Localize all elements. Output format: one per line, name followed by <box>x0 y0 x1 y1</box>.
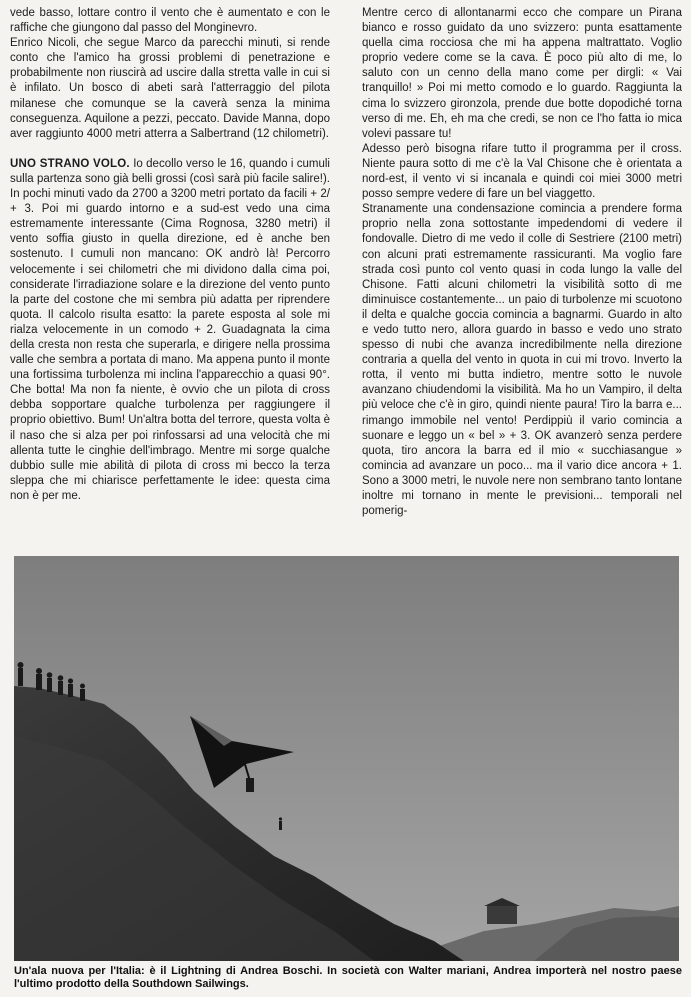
paragraph: Enrico Nicoli, che segue Marco da parecchi minuti, si rende conto che l'amico ha grossi problemi di penetrazione e probabilmente non riuscirà ad uscire dalla stretta valle in cui si è infilato. Un bosco di abeti sarà l'atterraggio del pilota milanese che comunque se la caverà senza la minima conseguenza. Aquilone a pezzi, peccato. Davide Manna, dopo aver raggiunto 4000 metri atterra a Salbertrand (12 chilometri). <box>10 37 330 140</box>
section-heading: UNO STRANO VOLO. <box>10 157 130 170</box>
article-column-left <box>10 6 330 504</box>
paragraph-text: Io decollo verso le 16, quando i cumuli sulla partenza sono già belli grossi (così sarà più facile salire!). In pochi minuti vado da 2700 a 3200 metri portato da facili + 2/ + 3. Poi mi guardo intorno e a sud-est vedo una cima estremamente interessante (Cima Rognosa, 3280 metri) il vento soffia giusto in quella direzione, ed è anche ben sostenuto. I cumuli non mancano: OK andrò là! Percorro velocemente i sei chilometri che mi dividono dalla cima poi, considerate l'irradiazione solare e la direzione del vento punto la parte del costone che mi sembra più adatta per riprendere quota. Il calcolo risulta esatto: la parete esposta al sole mi rialza velocemente in un comodo + 2. Guadagnata la cima della cresta non resta che superarla, e dirigere nella prossima valle che sembra a portata di mano. Ma appena punto il monte una fortissima turbolenza mi inclina l'apparecchio a quasi 90°. Che botta! Ma non fa niente, è ovvio che un pilota di cross debba sopportare qualche turbolenza per raggiungere il proprio obiettivo. Bum! Un'altra botta del terrore, questa volta è il naso che si alza per poi rinfossarsi ad una velocità che mi allenta tutte le cinghie dell'imbrago. Mentre mi sorge qualche dubbio sulle mie abilità di pilota di cross mi becco la terza sleppa che mi chiarisce perfettamente le idee: questa cima non è per me. <box>10 157 330 502</box>
article-column-right <box>362 6 682 519</box>
hang-glider-photo <box>14 556 679 961</box>
paragraph: vede basso, lottare contro il vento che è aumentato e con le raffiche che giungono dal passo del Monginevro. <box>10 7 330 35</box>
photo-caption: Un'ala nuova per l'Italia: è il Lightning di Andrea Boschi. In società con Walter mariani, Andrea importerà nel nostro paese l'ultimo prodotto della Southdown Sailwings. <box>14 965 682 991</box>
paragraph: Stranamente una condensazione comincia a prendere forma proprio nella zona sottostante impedendomi di vedere il fondovalle. Dietro di me vedo il colle di Sestriere (2100 metri) con alcuni prati estremamente rassicuranti. Ma voglio fare strada così punto col vento quasi in coda lungo la valle del Chisone. Fatti alcuni chilometri la visibilità sotto di me diminuisce costantemente... un paio di turbolenze mi scuotono il delta e qualche goccia comincia a bagnarmi. Guardo in alto e vedo tutto nero, allora guardo in basso e vedo uno strato spesso di nubi che avanza incredibilmente nella direzione contraria a quella del vento in quota in cui mi trovo. Inverto la rotta, il vento mi butta indietro, mentre sotto le nuvole avanzano chiudendomi la visibilità. Ma ho un Vampiro, il delta più veloce che c'è in giro, quindi niente paura! Tiro la barra e... rimango immobile nel vento! Perdippiù il vario comincia a suonare e leggo un « bel » + 3. OK avanzerò senza perdere quota, tiro ancora la barra ed il mio « succhiasangue » comincia ad avanzare un poco... ma il vario dice ancora + 1. Sono a 3000 metri, le nuvole nere non sembrano tanto lontane inoltre mi tornano in mente le previsioni... temporali nel pomerig- <box>362 203 682 518</box>
paragraph <box>10 157 330 504</box>
paragraph: Mentre cerco di allontanarmi ecco che compare un Pirana bianco e rosso guidato da uno svizzero: punta esattamente quella cima rocciosa che mi ha appena maltrattato. Voglio proprio vedere come se la cava. È poco più alto di me, lo saluto con un cenno della mano come per dirgli: « Vai tranquillo! » Poi mi metto comodo e lo guardo. Raggiunta la cima lo svizzero gironzola, prende due botte dopodiché torna verso di me. Eh, eh ma che credi, se non ce l'ho fatta io mica volevi passare tu! <box>362 7 682 140</box>
paragraph: Adesso però bisogna rifare tutto il programma per il cross. Niente paura sotto di me c'è la Val Chisone che è orientata a nord-est, il vento vi si incanala e quindi coi miei 3000 metri posso sempre vedere di fare un bel viaggetto. <box>362 142 682 201</box>
